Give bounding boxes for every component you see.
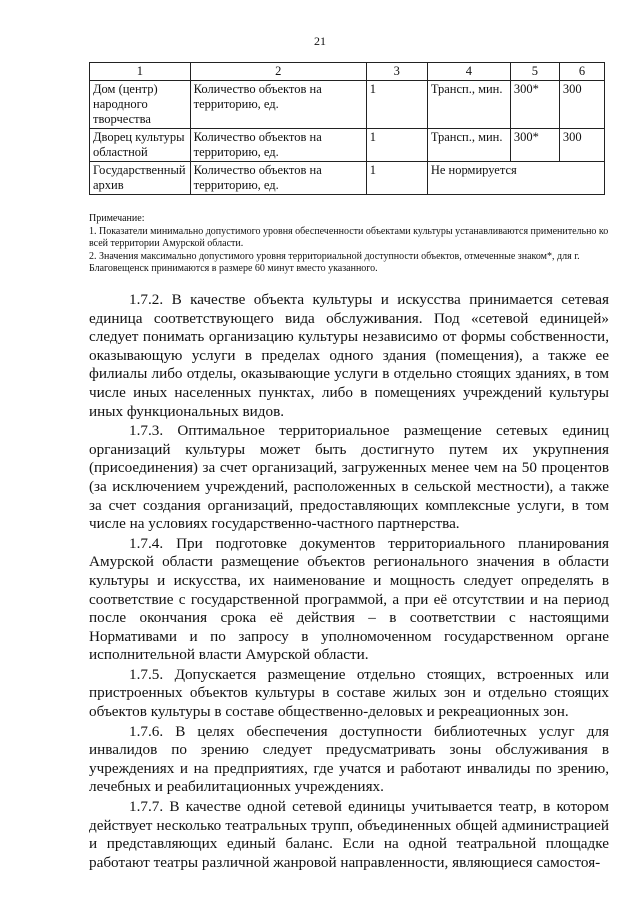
access-max-cell: 300* xyxy=(510,129,559,162)
object-name-cell: Дворец культуры областной xyxy=(90,129,191,162)
paragraph-1-7-7: 1.7.7. В качестве одной сетевой единицы учитывается театр, в котором действует несколько театральных трупп, объединенных общей администрацией и представляющих единый баланс. Если на одной театральной площадке работают театры различной жанровой направленности, являющиеся самостоя- xyxy=(89,798,609,871)
paragraph-1-7-2: 1.7.2. В качестве объекта культуры и искусства принимается сетевая единица соответствующего вида обслуживания. Под «сетевой единицей» следует понимать организацию культуры независимо от формы собственности, оказывающую услуги в пределах одного здания (помещения), а также ее филиалы либо отделы, оказывающие услуги в отдельно стоящих зданиях, в том числе иных населенных пунктах, либо в помещениях учреждений культуры иных функциональных видов. xyxy=(89,291,609,420)
body-text xyxy=(89,291,609,872)
table-header-row xyxy=(90,63,605,81)
access-type-cell: Трансп., мин. xyxy=(427,129,510,162)
notes-title: Примечание: xyxy=(89,213,145,224)
header-cell: 6 xyxy=(559,63,604,81)
header-cell: 5 xyxy=(510,63,559,81)
norm-cell: 1 xyxy=(366,162,427,195)
access-max-cell: 300* xyxy=(510,81,559,129)
indicator-cell: Количество объектов на территорию, ед. xyxy=(190,162,366,195)
access-type-cell: Трансп., мин. xyxy=(427,81,510,129)
norm-cell: 1 xyxy=(366,81,427,129)
page-number: 21 xyxy=(314,34,326,48)
note-item: 2. Значения максимально допустимого уровня территориальной доступности объектов, отмеченные знаком*, для г. Благовещенск принимаются в размере 60 минут вместо указанного. xyxy=(89,250,580,274)
object-name-cell: Дом (центр) народного творчества xyxy=(90,81,191,129)
norms-table xyxy=(89,62,605,195)
header-cell: 2 xyxy=(190,63,366,81)
table-row xyxy=(90,81,605,129)
norm-cell: 1 xyxy=(366,129,427,162)
paragraph-1-7-4: 1.7.4. При подготовке документов территориального планирования Амурской области размещение объектов регионального значения в области культуры и искусства, их наименование и мощность следует определять в соответствие с государственной программой, а при её отсутствии и на период после окончания срока её действия – в соответствии с настоящими Нормативами и по запросу в уполномоченном государственном органе исполнительной власти Амурской области. xyxy=(89,534,609,664)
header-cell: 4 xyxy=(427,63,510,81)
access-value-cell: 300 xyxy=(559,129,604,162)
paragraph-1-7-6: 1.7.6. В целях обеспечения доступности библиотечных услуг для инвалидов по зрению следует предусматривать зоны обслуживания в учреждениях и на предприятиях, где учатся и работают инвалиды по зрению, лечебных и реабилитационных учреждениях. xyxy=(89,722,609,796)
access-type-cell: Не нормируется xyxy=(427,162,604,195)
access-value-cell: 300 xyxy=(559,81,604,129)
table-notes xyxy=(89,213,609,276)
table-row xyxy=(90,162,605,195)
indicator-cell: Количество объектов на территорию, ед. xyxy=(190,129,366,162)
note-item: 1. Показатели минимально допустимого уровня обеспеченности объектами культуры устанавливаются применительно ко всей территории Амурской области. xyxy=(89,225,609,249)
header-cell: 1 xyxy=(90,63,191,81)
paragraph-1-7-5: 1.7.5. Допускается размещение отдельно стоящих, встроенных или пристроенных объектов культуры в составе жилых зон и отдельно стоящих объектов культуры в составе общественно-деловых и рекреационных зон. xyxy=(89,665,609,721)
object-name-cell: Государственный архив xyxy=(90,162,191,195)
table-row xyxy=(90,129,605,162)
paragraph-1-7-3: 1.7.3. Оптимальное территориальное размещение сетевых единиц организаций культуры может быть достигнуто путем их укрупнения (присоединения) за счет организаций, загруженных менее чем на 50 процентов (за исключением учреждений, расположенных в сельской местности), а также за счет создания организаций, предоставляющих комплексные услуги, в том числе на условиях государственно-частного партнерства. xyxy=(89,422,609,533)
header-cell: 3 xyxy=(366,63,427,81)
indicator-cell: Количество объектов на территорию, ед. xyxy=(190,81,366,129)
